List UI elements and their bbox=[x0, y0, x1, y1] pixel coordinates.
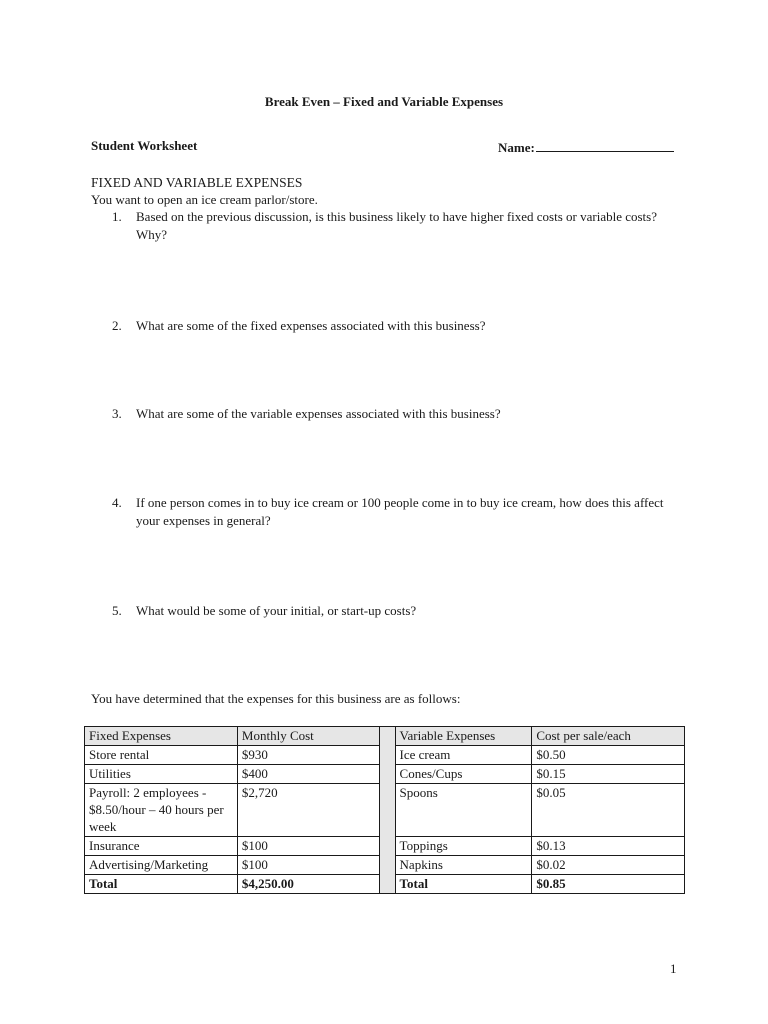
table-header-row bbox=[85, 727, 685, 746]
cost-per-sale-cell: $0.05 bbox=[532, 784, 685, 837]
page-title: Break Even – Fixed and Variable Expenses bbox=[264, 94, 504, 109]
variable-total-label: Total bbox=[395, 875, 532, 894]
question-text: What would be some of your initial, or start-up costs? bbox=[136, 603, 417, 618]
question-number: 1. bbox=[112, 209, 122, 224]
monthly-cost-cell: $100 bbox=[237, 837, 379, 856]
cost-per-sale-cell: $0.02 bbox=[532, 856, 685, 875]
variable-expense-cell: Ice cream bbox=[395, 746, 532, 765]
cost-per-sale-cell: $0.50 bbox=[532, 746, 685, 765]
fixed-expense-cell: Advertising/Marketing bbox=[85, 856, 238, 875]
variable-total-value: $0.85 bbox=[532, 875, 685, 894]
table-separator-column bbox=[379, 727, 395, 894]
question-text: What are some of the variable expenses associated with this business? bbox=[136, 406, 501, 421]
question-text: Based on the previous discussion, is this business likely to have higher fixed costs or variable costs? Why? bbox=[136, 209, 657, 242]
cost-per-sale-cell: $0.13 bbox=[532, 837, 685, 856]
intro-text: You want to open an ice cream parlor/store. bbox=[91, 192, 318, 207]
fixed-expense-cell: Store rental bbox=[85, 746, 238, 765]
fixed-total-value: $4,250.00 bbox=[237, 875, 379, 894]
name-field bbox=[498, 138, 674, 156]
question-text: If one person comes in to buy ice cream or 100 people come in to buy ice cream, how does this affect your expenses in general? bbox=[136, 495, 664, 528]
cost-per-sale-cell: $0.15 bbox=[532, 765, 685, 784]
name-blank-line bbox=[536, 138, 674, 152]
fixed-total-label: Total bbox=[85, 875, 238, 894]
expenses-table bbox=[84, 726, 685, 894]
header-fixed-expenses: Fixed Expenses bbox=[85, 727, 238, 746]
monthly-cost-cell: $930 bbox=[237, 746, 379, 765]
question-text: What are some of the fixed expenses associated with this business? bbox=[136, 318, 486, 333]
header-cost-per-sale: Cost per sale/each bbox=[532, 727, 685, 746]
section-heading: FIXED AND VARIABLE EXPENSES bbox=[91, 175, 303, 190]
question-number: 5. bbox=[112, 603, 122, 618]
variable-expense-cell: Napkins bbox=[395, 856, 532, 875]
header-variable-expenses: Variable Expenses bbox=[395, 727, 532, 746]
monthly-cost-cell: $2,720 bbox=[237, 784, 379, 837]
header-monthly-cost: Monthly Cost bbox=[237, 727, 379, 746]
table-lead-text: You have determined that the expenses for this business are as follows: bbox=[91, 691, 461, 706]
variable-expense-cell: Cones/Cups bbox=[395, 765, 532, 784]
question-number: 4. bbox=[112, 495, 122, 510]
variable-expense-cell: Toppings bbox=[395, 837, 532, 856]
worksheet-label: Student Worksheet bbox=[91, 138, 198, 153]
variable-expense-cell: Spoons bbox=[395, 784, 532, 837]
fixed-expense-cell: Insurance bbox=[85, 837, 238, 856]
name-label: Name: bbox=[498, 140, 535, 155]
fixed-expense-cell: Utilities bbox=[85, 765, 238, 784]
monthly-cost-cell: $400 bbox=[237, 765, 379, 784]
monthly-cost-cell: $100 bbox=[237, 856, 379, 875]
page-number: 1 bbox=[670, 961, 677, 976]
question-number: 2. bbox=[112, 318, 122, 333]
question-number: 3. bbox=[112, 406, 122, 421]
fixed-expense-cell: Payroll: 2 employees - $8.50/hour – 40 hours per week bbox=[85, 784, 238, 837]
